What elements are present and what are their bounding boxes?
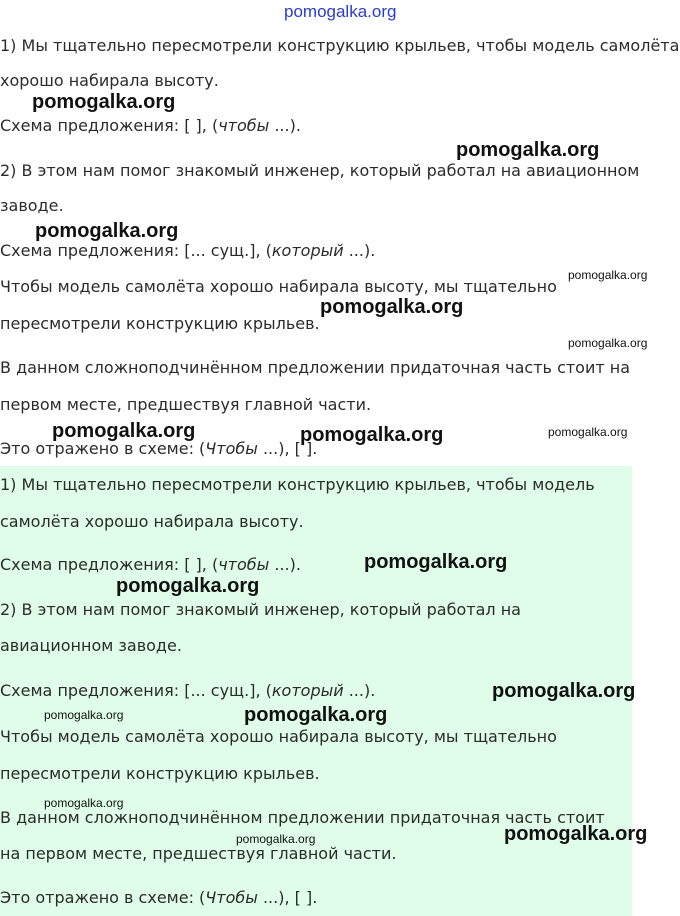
answer-line-1-repeat: Чтобы модель самолёта хорошо набирала высоту, мы тщательно — [0, 727, 557, 746]
explanation-line-1: В данном сложноподчинённом предложении придаточная часть стоит на — [0, 358, 631, 377]
sentence-2-line-2: заводе. — [0, 196, 64, 215]
scheme-conjunction: Чтобы — [205, 888, 258, 907]
explanation-line-2: первом месте, предшествуя главной части. — [0, 395, 372, 414]
scheme-suffix: ...). — [343, 681, 376, 700]
watermark-small: pomogalka.org — [568, 268, 648, 282]
watermark: pomogalka.org — [364, 551, 508, 573]
watermark-small: pomogalka.org — [568, 336, 648, 350]
scheme-suffix: ...), [ ]. — [257, 888, 318, 907]
explanation-line-2-repeat: на первом месте, предшествуя главной части. — [0, 844, 397, 863]
watermark-small: pomogalka.org — [44, 708, 124, 722]
watermark: pomogalka.org — [456, 139, 600, 161]
watermark: pomogalka.org — [116, 575, 260, 597]
scheme-suffix: ...). — [269, 116, 301, 135]
scheme-prefix: Это отражено в схеме: ( — [0, 439, 206, 458]
scheme-prefix: Схема предложения: [... сущ.], ( — [0, 681, 272, 700]
sentence-2-line-1-repeat: 2) В этом нам помог знакомый инженер, который работал на — [0, 600, 521, 619]
sentence-1-scheme-repeat — [0, 554, 301, 576]
scheme-conjunction: который — [271, 241, 344, 260]
sentence-1-line-1: 1) Мы тщательно пересмотрели конструкцию крыльев, чтобы модель самолёта — [0, 36, 680, 55]
sentence-2-line-2-repeat: авиационном заводе. — [0, 636, 182, 655]
watermark: pomogalka.org — [320, 296, 464, 318]
sentence-2-line-1: 2) В этом нам помог знакомый инженер, который работал на авиационном — [0, 161, 640, 180]
answer-line-1: Чтобы модель самолёта хорошо набирала высоту, мы тщательно — [0, 277, 557, 296]
watermark: pomogalka.org — [504, 823, 648, 845]
sentence-2-scheme-repeat — [0, 680, 375, 702]
watermark: pomogalka.org — [35, 220, 179, 242]
scheme-conjunction: чтобы — [218, 555, 270, 574]
scheme-conjunction: Чтобы — [205, 439, 258, 458]
sentence-1-line-1-repeat: 1) Мы тщательно пересмотрели конструкцию крыльев, чтобы модель — [0, 475, 595, 494]
scheme-suffix: ...), [ ]. — [257, 439, 318, 458]
watermark-small: pomogalka.org — [548, 425, 628, 439]
sentence-1-line-2-repeat: самолёта хорошо набирала высоту. — [0, 512, 304, 531]
watermark: pomogalka.org — [244, 704, 388, 726]
answer-line-2-repeat: пересмотрели конструкцию крыльев. — [0, 764, 320, 783]
scheme-conjunction: чтобы — [218, 116, 270, 135]
sentence-1-line-2: хорошо набирала высоту. — [0, 71, 219, 90]
scheme-suffix: ...). — [343, 241, 376, 260]
watermark-small: pomogalka.org — [236, 832, 316, 846]
scheme-suffix: ...). — [269, 555, 301, 574]
watermark: pomogalka.org — [32, 91, 176, 113]
watermark: pomogalka.org — [300, 424, 444, 446]
sentence-1-scheme — [0, 115, 301, 137]
watermark-top: pomogalka.org — [284, 2, 397, 21]
watermark-small: pomogalka.org — [44, 796, 124, 810]
sentence-2-scheme — [0, 240, 375, 262]
scheme-prefix: Схема предложения: [ ], ( — [0, 555, 219, 574]
explanation-line-1-repeat: В данном сложноподчинённом предложении придаточная часть стоит — [0, 808, 605, 827]
scheme-prefix: Схема предложения: [... сущ.], ( — [0, 241, 272, 260]
conclusion-scheme-repeat — [0, 887, 317, 909]
scheme-conjunction: который — [271, 681, 344, 700]
answer-line-2: пересмотрели конструкцию крыльев. — [0, 314, 320, 333]
scheme-prefix: Это отражено в схеме: ( — [0, 888, 206, 907]
scheme-prefix: Схема предложения: [ ], ( — [0, 116, 219, 135]
watermark: pomogalka.org — [492, 680, 636, 702]
watermark: pomogalka.org — [52, 420, 196, 442]
